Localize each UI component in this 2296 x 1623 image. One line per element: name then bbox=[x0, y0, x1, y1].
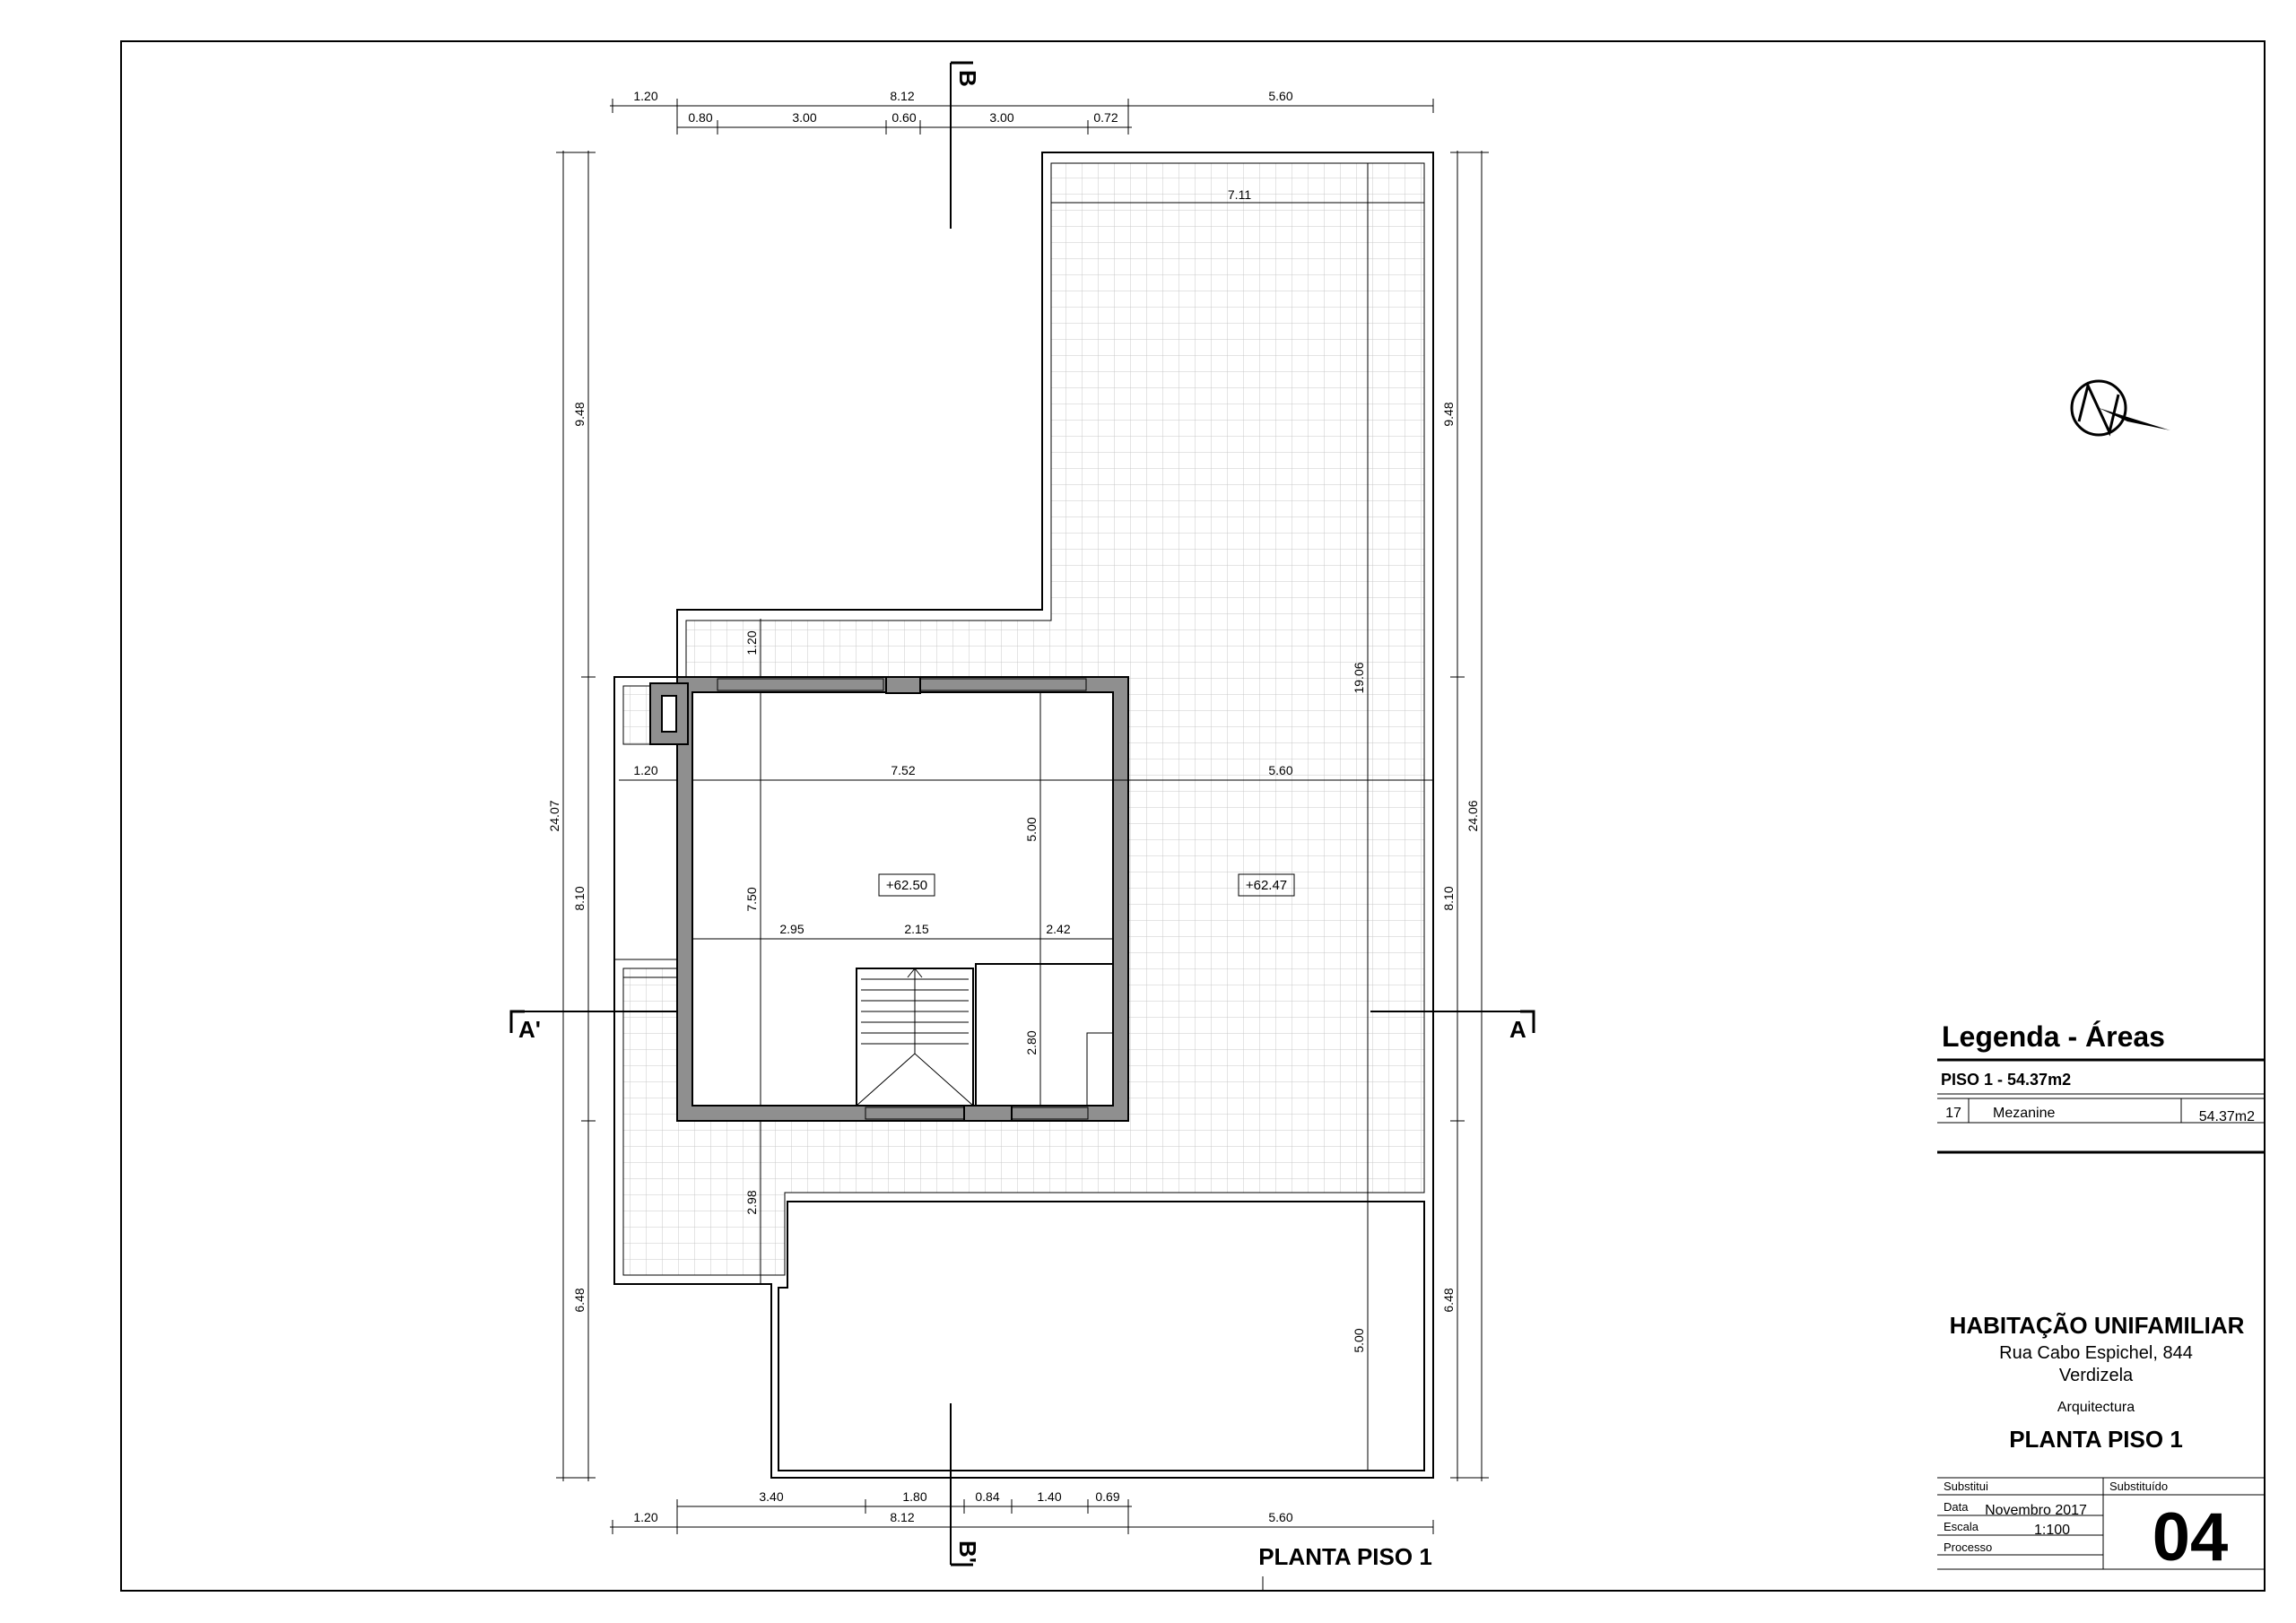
dim-inner-5-00-b: 5.00 bbox=[1352, 1328, 1366, 1353]
dim-top-5-60: 5.60 bbox=[1268, 89, 1293, 103]
section-mark-a-right: A bbox=[1509, 1016, 1526, 1043]
dim-inner-7-11: 7.11 bbox=[1227, 187, 1252, 202]
dim-right-9-48: 9.48 bbox=[1441, 402, 1456, 427]
label-data: Data bbox=[1944, 1500, 1969, 1514]
label-processo: Processo bbox=[1944, 1541, 1993, 1554]
dim-left-6-48: 6.48 bbox=[572, 1288, 587, 1313]
dim-inner-1-20-v: 1.20 bbox=[744, 630, 759, 655]
dim-inner-1-20-h: 1.20 bbox=[633, 763, 658, 777]
dim-inner-5-60: 5.60 bbox=[1268, 763, 1293, 777]
north-arrow-icon bbox=[2072, 381, 2170, 435]
dim-top-3-00-a: 3.00 bbox=[792, 110, 817, 125]
legend-row-name: Mezanine bbox=[1993, 1106, 2056, 1121]
floor-plan bbox=[614, 152, 1433, 1478]
legend-block bbox=[1937, 1020, 2265, 1152]
sheet-title: PLANTA PISO 1 bbox=[2009, 1426, 2183, 1453]
legend-row-num: 17 bbox=[1945, 1106, 1961, 1121]
dim-inner-2-95: 2.95 bbox=[779, 922, 804, 936]
dim-top-0-72: 0.72 bbox=[1093, 110, 1118, 125]
level-tag-1: +62.50 bbox=[885, 878, 928, 893]
legend-title: Legenda - Áreas bbox=[1942, 1020, 2165, 1053]
dim-inner-2-15: 2.15 bbox=[904, 922, 929, 936]
dim-top-8-12: 8.12 bbox=[890, 89, 915, 103]
drawing-title: PLANTA PISO 1 bbox=[1258, 1543, 1432, 1570]
dim-top-0-80: 0.80 bbox=[688, 110, 713, 125]
section-mark-a-left: A' bbox=[518, 1016, 541, 1043]
label-substituido: Substituído bbox=[2109, 1480, 2169, 1493]
dim-bottom-0-84: 0.84 bbox=[975, 1489, 1000, 1504]
dim-bottom-8-12: 8.12 bbox=[890, 1510, 915, 1524]
dim-inner-5-00-a: 5.00 bbox=[1024, 817, 1039, 842]
dim-left-8-10: 8.10 bbox=[572, 886, 587, 911]
dim-bottom-1-80: 1.80 bbox=[902, 1489, 927, 1504]
pillar-top bbox=[886, 677, 920, 693]
dim-inner-19-06: 19.06 bbox=[1352, 662, 1366, 694]
chimney-flue bbox=[662, 696, 676, 732]
dim-right-24-06: 24.06 bbox=[1465, 800, 1480, 832]
section-mark-b-bottom: B' bbox=[954, 1541, 981, 1563]
dim-inner-2-42: 2.42 bbox=[1046, 922, 1071, 936]
project-name: HABITAÇÃO UNIFAMILIAR bbox=[1949, 1312, 2245, 1339]
label-substitui: Substitui bbox=[1944, 1480, 1988, 1493]
dim-bottom-1-20: 1.20 bbox=[633, 1510, 658, 1524]
dim-right-8-10: 8.10 bbox=[1441, 886, 1456, 911]
legend-row-area: 54.37m2 bbox=[2198, 1109, 2255, 1124]
dim-bottom-3-40: 3.40 bbox=[759, 1489, 784, 1504]
left-dimension-lines bbox=[556, 151, 596, 1481]
dim-left-24-07: 24.07 bbox=[547, 800, 561, 832]
dim-top-0-60: 0.60 bbox=[891, 110, 917, 125]
dim-inner-7-52: 7.52 bbox=[891, 763, 916, 777]
bottom-dimension-lines bbox=[610, 1499, 1433, 1534]
dim-top-3-00-b: 3.00 bbox=[989, 110, 1014, 125]
level-tag-2: +62.47 bbox=[1245, 878, 1288, 893]
title-block bbox=[1937, 1312, 2265, 1575]
label-escala: Escala bbox=[1944, 1520, 1979, 1533]
value-escala: 1:100 bbox=[2033, 1523, 2071, 1538]
project-address: Rua Cabo Espichel, 844 bbox=[1999, 1343, 2193, 1363]
pillar-bottom bbox=[964, 1106, 1012, 1121]
dim-top-1-20: 1.20 bbox=[633, 89, 658, 103]
lower-slab bbox=[778, 1202, 1424, 1471]
project-locality: Verdizela bbox=[2058, 1366, 2134, 1385]
value-data: Novembro 2017 bbox=[1985, 1503, 2087, 1518]
dim-bottom-5-60: 5.60 bbox=[1268, 1510, 1293, 1524]
dim-left-9-48: 9.48 bbox=[572, 402, 587, 427]
dim-bottom-0-69: 0.69 bbox=[1095, 1489, 1120, 1504]
section-mark-b-top: B bbox=[954, 70, 981, 87]
dim-inner-2-98: 2.98 bbox=[744, 1190, 759, 1215]
dim-inner-7-50: 7.50 bbox=[744, 887, 759, 912]
project-discipline: Arquitectura bbox=[2057, 1400, 2135, 1415]
dim-right-6-48: 6.48 bbox=[1441, 1288, 1456, 1313]
dim-bottom-1-40: 1.40 bbox=[1037, 1489, 1062, 1504]
legend-floor-label: PISO 1 - 54.37m2 bbox=[1941, 1071, 2072, 1089]
top-dimension-lines bbox=[610, 99, 1433, 135]
sheet-number: 04 bbox=[2152, 1499, 2229, 1575]
dim-inner-2-80: 2.80 bbox=[1024, 1030, 1039, 1055]
